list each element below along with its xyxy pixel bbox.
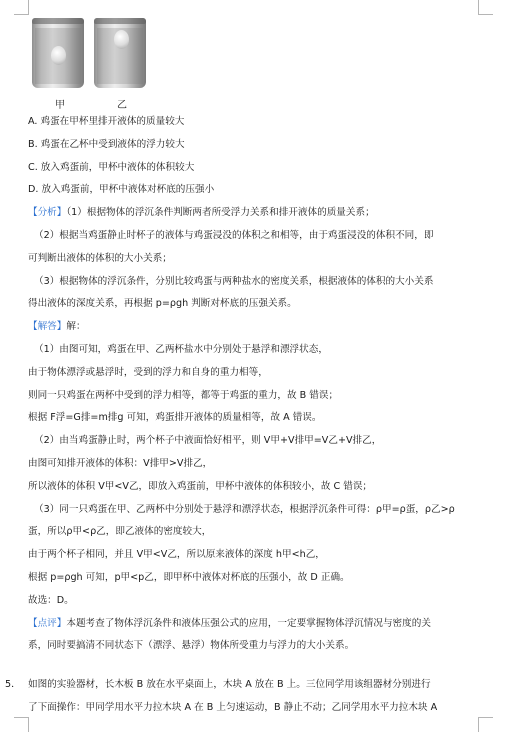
solution-line: 根据 F浮=G排=m排g 可知，鸡蛋排开液体的质量相等，故 A 错误。 bbox=[28, 412, 322, 424]
page-corner-mark bbox=[478, 717, 493, 732]
analysis-text: （1）根据物体的浮沉条件判断两者所受浮力关系和排开液体的质量关系； bbox=[66, 207, 375, 219]
analysis-line: 可判断出液体的体积的大小关系； bbox=[28, 252, 172, 264]
figure-label-jia: 甲 bbox=[55, 100, 65, 111]
analysis-line: 得出液体的深度关系，再根据 p=ρgh 判断对杯底的压强关系。 bbox=[28, 298, 297, 310]
egg-suspended bbox=[51, 46, 66, 65]
analysis-line: （2）根据当鸡蛋静止时杯子的液体与鸡蛋浸没的体积之和相等，由于鸡蛋浸没的体积不同，即 bbox=[34, 229, 434, 241]
comment-text: 本题考查了物体浮沉条件和液体压强公式的应用，一定要掌握物体浮沉情况与密度的关 bbox=[66, 617, 431, 629]
option-c: C. 放入鸡蛋前，甲杯中液体的体积较大 bbox=[28, 161, 195, 173]
solution-line: （2）由当鸡蛋静止时，两个杯子中液面恰好相平，则 V甲+V排甲=V乙+V排乙， bbox=[34, 435, 382, 447]
document-body bbox=[28, 111, 486, 658]
page-corner-mark bbox=[14, 717, 29, 732]
figure-label-yi: 乙 bbox=[117, 100, 127, 111]
analysis-line: （3）根据物体的浮沉条件，分别比较鸡蛋与两种盐水的密度关系，根据液体的体积的大小关系 bbox=[34, 275, 434, 287]
glass-jia bbox=[32, 18, 84, 88]
two-glasses-figure bbox=[32, 16, 150, 111]
solution-tag: 【解答】 bbox=[28, 321, 67, 333]
solution-line: 所以液体的体积 V甲<V乙，即放入鸡蛋前，甲杯中液体的体积较小，故 C 错误； bbox=[28, 480, 373, 492]
solution-tag-rest: 解： bbox=[66, 321, 86, 333]
analysis-tag: 【分析】 bbox=[28, 207, 67, 219]
comment-line: 系，同时要搞清不同状态下（漂浮、悬浮）物体所受重力与浮力的大小关系。 bbox=[28, 640, 355, 652]
question-line: 了下面操作：甲同学用水平力拉木块 A 在 B 上匀速运动，B 静止不动；乙同学用水平力拉木块 A bbox=[28, 701, 438, 713]
comment-line bbox=[28, 613, 486, 636]
comment-tag: 【点评】 bbox=[28, 617, 67, 629]
option-d: D. 放入鸡蛋前，甲杯中液体对杯底的压强小 bbox=[28, 184, 215, 196]
page-corner-mark bbox=[478, 0, 493, 15]
solution-line: 由图可知排开液体的体积：V排甲>V排乙， bbox=[28, 457, 213, 469]
analysis-line bbox=[28, 202, 486, 225]
solution-line: 由于物体漂浮或悬浮时，受到的浮力和自身的重力相等， bbox=[28, 366, 268, 378]
option-a: A. 鸡蛋在甲杯里排开液体的质量较大 bbox=[28, 116, 185, 127]
solution-answer: 故选：D。 bbox=[28, 594, 74, 606]
glass-rim bbox=[32, 18, 84, 24]
glass-yi bbox=[94, 18, 146, 88]
solution-line: 根据 p=ρgh 可知，p甲<p乙，即甲杯中液体对杯底的压强小，故 D 正确。 bbox=[28, 571, 350, 583]
solution-line: 则同一只鸡蛋在两杯中受到的浮力相等，都等于鸡蛋的重力，故 B 错误； bbox=[28, 389, 339, 401]
question-line: 如图的实验器材，长木板 B 放在水平桌面上，木块 A 放在 B 上。三位同学用该组器材分别进行 bbox=[28, 679, 431, 690]
glass-rim bbox=[94, 18, 146, 24]
page-corner-mark bbox=[14, 0, 29, 15]
question-number: 5． bbox=[5, 679, 21, 690]
solution-line: 由于两个杯子相同，并且 V甲<V乙，所以原来液体的深度 h甲<h乙， bbox=[28, 549, 325, 561]
solution-heading bbox=[28, 316, 486, 339]
solution-line: （1）由图可知，鸡蛋在甲、乙两杯盐水中分别处于悬浮和漂浮状态， bbox=[34, 343, 328, 355]
solution-line: 蛋，所以ρ甲<ρ乙，即乙液体的密度较大， bbox=[28, 526, 212, 538]
option-b: B. 鸡蛋在乙杯中受到液体的浮力较大 bbox=[28, 138, 185, 150]
solution-line: （3）同一只鸡蛋在甲、乙两杯中分别处于悬浮和漂浮状态，根据浮沉条件可得：ρ甲=ρ蛋，ρ乙>ρ bbox=[34, 503, 455, 515]
egg-floating bbox=[114, 30, 129, 49]
